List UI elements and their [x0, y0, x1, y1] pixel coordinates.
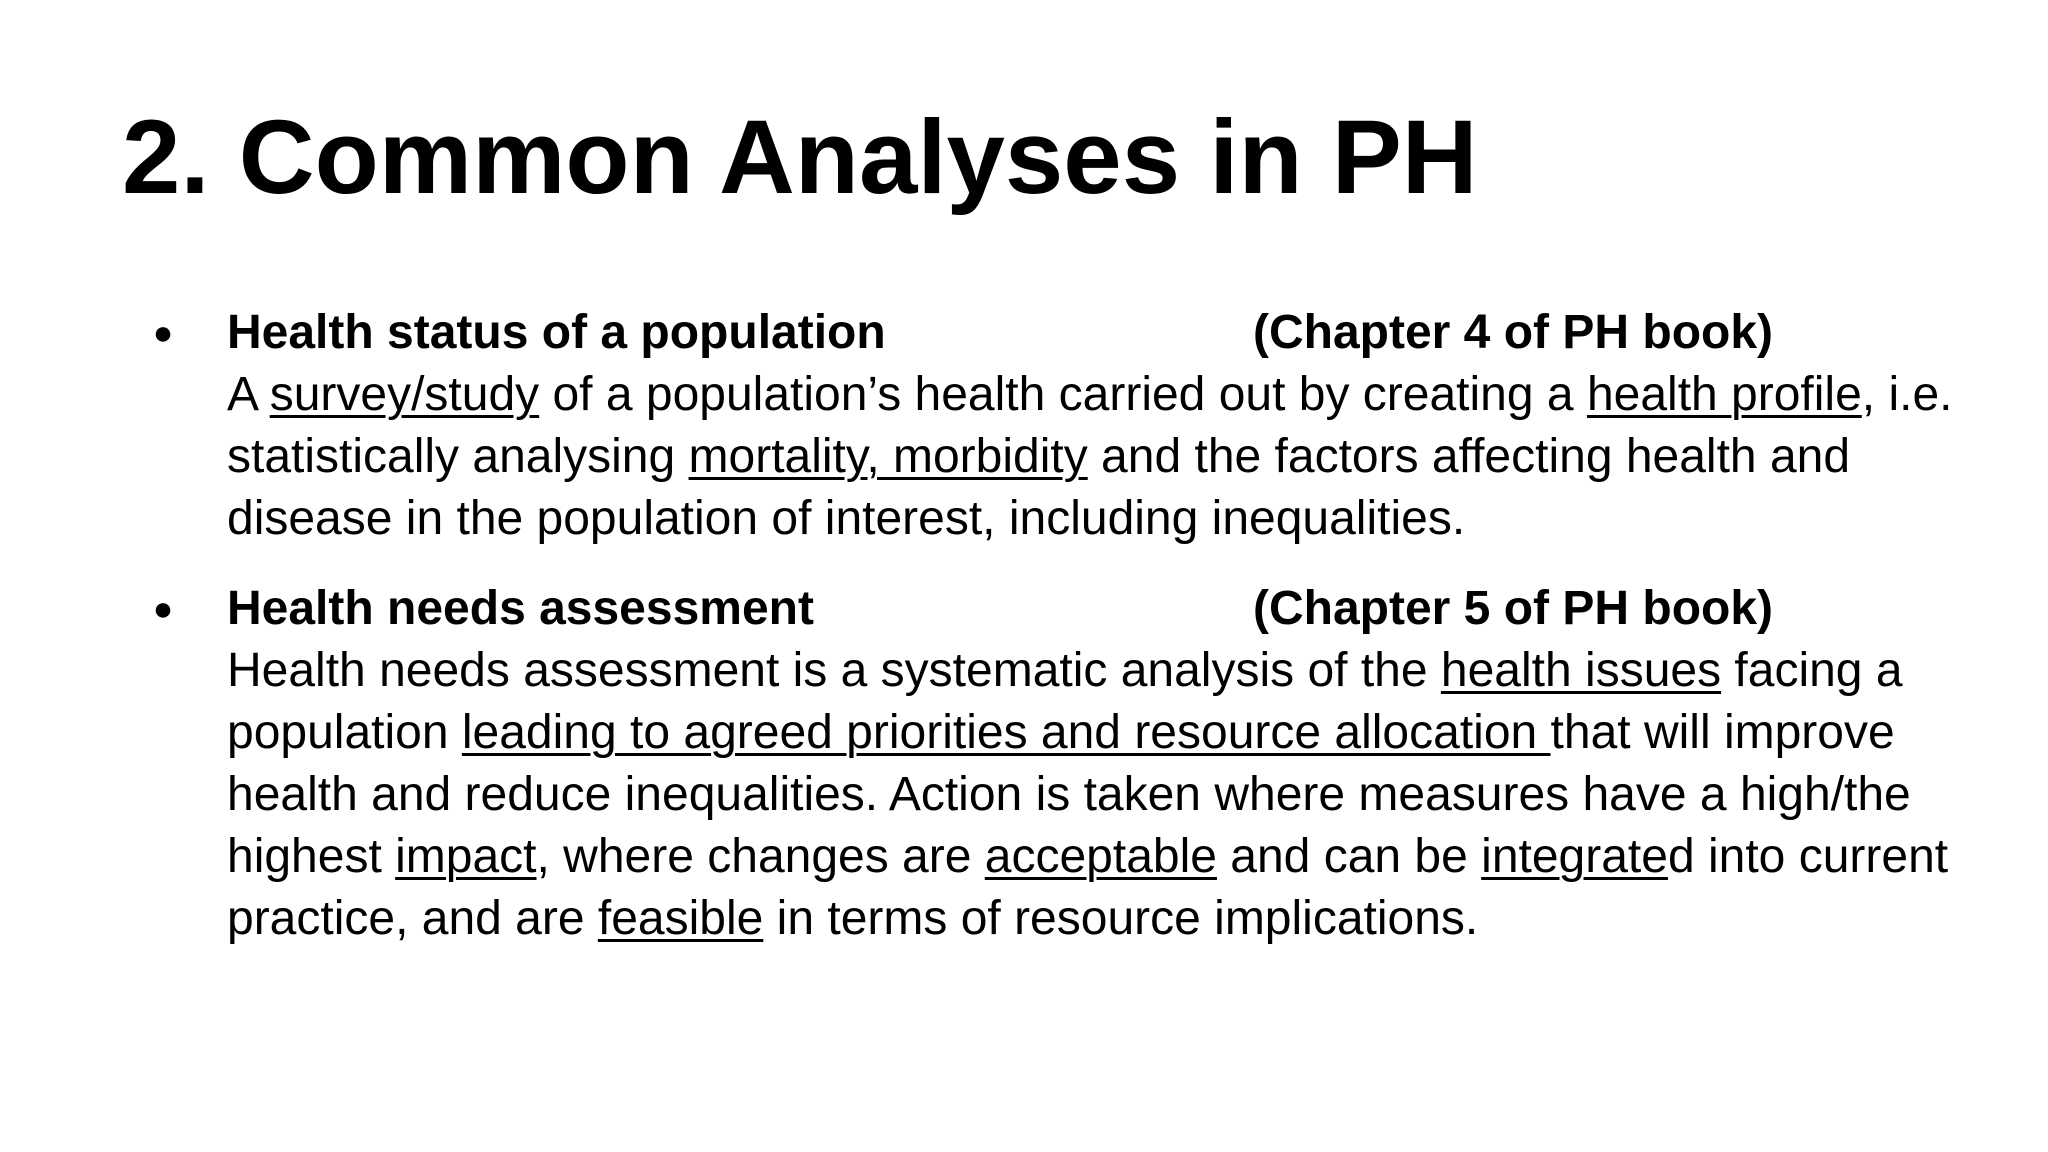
slide-title: 2. Common Analyses in PH	[122, 99, 1478, 216]
text-segment: d into current practice, and are	[227, 830, 1949, 945]
bullet-item-needs-assessment	[0, 578, 2027, 950]
text-segment: that will improve health and reduce inequalities. Action is taken where measures have a high/the highest	[227, 706, 1911, 883]
bullet-heading-row	[227, 302, 2027, 364]
underlined-text: feasible	[597, 892, 764, 945]
text-segment: , i.e. statistically analysing	[227, 368, 1953, 483]
underlined-text: health profile	[1586, 368, 1862, 421]
bullet-heading: Health status of a population	[227, 306, 886, 359]
underlined-text: integrate	[1481, 830, 1668, 883]
underlined-text: leading to agreed priorities and resource allocation	[461, 706, 1551, 759]
underlined-text: survey/study	[269, 368, 540, 421]
bullet-item-health-status	[0, 302, 2027, 550]
bullet-list	[0, 302, 2048, 978]
bullet-dot-icon: ●	[152, 314, 174, 352]
chapter-reference: (Chapter 4 of PH book)	[1253, 306, 1774, 359]
underlined-text: health issues	[1440, 644, 1722, 697]
text-segment: of a population’s health carried out by creating a	[539, 368, 1587, 421]
text-segment: A	[227, 368, 270, 421]
underlined-text: impact	[395, 830, 537, 883]
text-segment: in terms of resource implications.	[763, 892, 1479, 945]
text-segment: Health needs assessment is a systematic analysis of the	[227, 644, 1441, 697]
text-segment: , where changes are	[536, 830, 985, 883]
underlined-text: acceptable	[984, 830, 1217, 883]
text-segment: and can be	[1216, 830, 1482, 883]
bullet-heading: Health needs assessment	[227, 582, 814, 635]
text-segment: and the factors affecting health and disease in the population of interest, including inequalities.	[227, 430, 1851, 545]
bullet-body	[227, 364, 2027, 550]
underlined-text: mortality, morbidity	[688, 430, 1088, 483]
bullet-dot-icon: ●	[152, 590, 174, 628]
bullet-body	[227, 640, 2027, 950]
bullet-heading-row	[227, 578, 2027, 640]
chapter-reference: (Chapter 5 of PH book)	[1253, 582, 1774, 635]
text-segment: facing a population	[227, 644, 1903, 759]
